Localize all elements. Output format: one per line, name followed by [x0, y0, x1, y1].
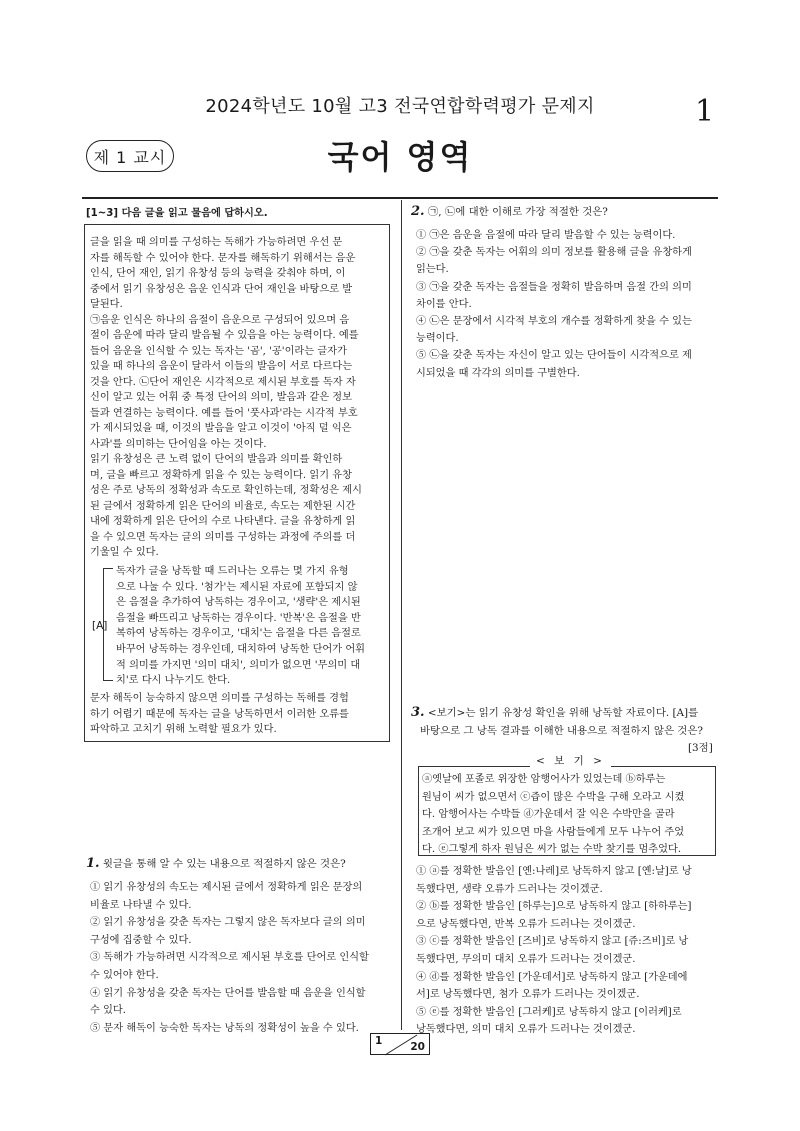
passage-line: 읽기 유창성은 큰 노력 없이 단어의 발음과 의미를 확인하 [90, 454, 343, 465]
q1-option-line: ④ 읽기 유창성을 갖춘 독자는 단어를 발음할 때 음운을 인식할 [90, 987, 366, 999]
session-badge: 제 1 교시 [86, 140, 174, 172]
q1-option-line: 비율로 나타낼 수 있다. [90, 899, 192, 911]
passage-line: 중에서 읽기 유창성은 음운 인식과 단어 재인을 바탕으로 발 [90, 283, 353, 295]
q2-option-line: ③ ㉠을 갖춘 독자는 음절들을 정확히 발음하며 음절 간의 의미 [416, 281, 692, 293]
bracket-passage-line: 바꾸어 낭독하는 경우인데, 대치하여 낭독한 단어가 어휘 [116, 644, 366, 655]
passage-line: 들과 연결하는 능력이다. 예를 들어 '풋사과'라는 시각적 부호 [90, 407, 358, 419]
bogi-line: 다. 암행어사는 수박들 ⓓ가운데서 잘 익은 수박만을 골라 [422, 809, 675, 820]
q3-stem-line2: 바탕으로 그 낭독 결과를 이해한 내용으로 적절하지 않은 것은? [420, 725, 703, 737]
subject-title: 국어 영역 [327, 138, 473, 176]
passage-line: 자를 해독할 수 있어야 한다. 문자를 해독하기 위해서는 음운 [90, 252, 356, 264]
passage-line: ㉠음운 인식은 하나의 음절이 음운으로 구성되어 있으며 음 [90, 314, 350, 326]
q3-stem-line1 [411, 704, 698, 720]
q1-option-line: 구성에 집중할 수 있다. [90, 934, 192, 946]
q1-number: 1. [86, 856, 100, 871]
passage-line: 절이 음운에 따라 달리 발음될 수 있음을 아는 능력이다. 예를 [90, 330, 359, 341]
q1-option-line: 수 있다. [90, 1005, 126, 1017]
passage-line: 된 글에서 정확하게 읽은 단어의 비율로, 속도는 제한된 시간 [90, 500, 356, 512]
passage-line: 인식, 단어 재인, 읽기 유창성 등의 능력을 갖춰야 하며, 이 [90, 268, 346, 279]
bracket-passage-line: 음절을 빠뜨리고 낭독하는 경우이다. '반복'은 음절을 반 [116, 612, 361, 624]
q2-stem [411, 203, 608, 219]
q2-option-line: ⑤ ㉡을 갖춘 독자는 자신이 알고 있는 단어들이 시각적으로 제 [416, 350, 692, 362]
q3-option-line: 서]로 낭독했다면, 첨가 오류가 드러나는 것이겠군. [416, 989, 640, 1001]
page-number: 1 [695, 94, 715, 129]
q3-option-line: ④ ⓓ를 정확한 발음인 [가운데서]로 낭독하지 않고 [가운데에 [416, 971, 688, 983]
bogi-title: < 보 기 > [530, 753, 611, 768]
q2-option-line: 차이를 안다. [416, 298, 472, 310]
header-divider [82, 197, 718, 199]
q3-number: 3. [411, 705, 425, 720]
q3-option-line: 으로 낭독했다면, 반복 오류가 드러나는 것이겠군. [416, 918, 636, 930]
bracket-passage-line: 적 의미를 가지면 '의미 대치', 의미가 없으면 '무의미 대 [116, 659, 361, 671]
bogi-line: ⓐ옛날에 포졸로 위장한 암행어사가 있었는데 ⓑ하루는 [422, 774, 666, 785]
passage-line: 성은 주로 낭독의 정확성과 속도로 확인하는데, 정확성은 제시 [90, 485, 362, 496]
q1-text: 윗글을 통해 알 수 있는 내용으로 적절하지 않은 것은? [102, 858, 346, 870]
bogi-line: 다. ⓔ그렇게 하자 원님은 씨가 없는 수박 찾기를 멈추었다. [422, 844, 682, 855]
q2-option-line: ④ ㉡은 문장에서 시각적 부호의 개수를 정확하게 찾을 수 있는 [416, 316, 692, 327]
q2-option-line: 능력이다. [416, 333, 459, 345]
passage-line: 가 제시되었을 때, 이것의 발음을 알고 이것이 '아직 덜 익은 [90, 423, 352, 434]
bracket-passage-line: 은 음절을 추가하여 낭독하는 경우이고, '생략'은 제시된 [116, 597, 361, 609]
q1-option-line: ② 읽기 유창성을 갖춘 독자는 그렇지 않은 독자보다 글의 의미 [90, 917, 366, 929]
q1-option-line: ① 읽기 유창성의 속도는 제시된 글에서 정확하게 읽은 문장의 [90, 882, 363, 893]
bracket-bottom-tick [103, 680, 113, 681]
bogi-line: 원님이 씨가 없으면서 ⓒ즙이 많은 수박을 구해 오라고 시켰 [422, 791, 685, 803]
passage-line: 사과'를 의미하는 단어임을 아는 것이다. [90, 438, 267, 450]
bracket-line [103, 568, 104, 680]
passage-line: 며, 글을 빠르고 정확하게 읽을 수 있는 능력이다. 읽기 유창 [90, 469, 352, 481]
bracket-passage-line: 독자가 글을 낭독할 때 드러나는 오류는 몇 가지 유형 [116, 566, 349, 577]
passage-line: 달된다. [90, 299, 123, 310]
q2-option-line: ① ㉠은 음운을 음절에 따라 달리 발음할 수 있는 능력이다. [416, 230, 676, 241]
passage-line: 있을 때 하나의 음운이 달라서 이들의 발음이 서로 다르다는 [90, 361, 353, 372]
q3-option-line: ② ⓑ를 정확한 발음인 [하루는]으로 낭독하지 않고 [하하루는] [416, 901, 692, 913]
bracket-passage-line: 복하여 낭독하는 경우이고, '대치'는 음절을 다른 음절로 [116, 628, 361, 640]
q1-option-line: ③ 독해가 가능하려면 시각적으로 제시된 부호를 단어로 인식할 [90, 952, 369, 964]
passage-line: 을 수 있으면 독자는 글의 의미를 구성하는 과정에 주의를 더 [90, 531, 356, 543]
directions: [1~3] 다음 글을 읽고 물음에 답하시오. [86, 208, 268, 219]
q1-option-line: 수 있어야 한다. [90, 970, 159, 981]
passage-line: 것을 안다. ㉡단어 재인은 시각적으로 제시된 부호를 독자 자 [90, 376, 356, 388]
bracket-top-tick [103, 568, 113, 569]
q2-option-line: 시되었을 때 각각의 의미를 구별한다. [416, 367, 580, 379]
q3-option-line: ③ ⓒ를 정확한 발음인 [즈비]로 낭독하지 않고 [쥬:즈비]로 낭 [416, 936, 689, 948]
page-footer [370, 1033, 430, 1055]
passage-line: 들어 음운을 인식할 수 있는 독자는 '곰', '공'이라는 글자가 [90, 345, 347, 357]
bogi-line: 조개어 보고 씨가 있으면 마을 사람들에게 모두 나누어 주었 [422, 826, 685, 838]
passage-line: 문자 해독이 능숙하지 않으면 의미를 구성하는 독해를 경험 [90, 693, 349, 704]
footer-total-pages: 20 [410, 1041, 425, 1053]
passage-line: 내에 정확하게 읽은 단어의 수로 나타낸다. 글을 유창하게 읽 [90, 516, 356, 527]
bracket-passage-line: 으로 나눌 수 있다. '첨가'는 제시된 자료에 포함되지 않 [116, 581, 358, 593]
footer-current-page: 1 [375, 1035, 383, 1047]
q2-option-line: ② ㉠을 갖춘 독자는 어휘의 의미 정보를 활용해 글을 유창하게 [416, 247, 692, 259]
q2-number: 2. [411, 204, 425, 219]
passage-line: 글을 읽을 때 의미를 구성하는 독해가 가능하려면 우선 문 [90, 237, 343, 248]
bracket-label: [A] [92, 620, 108, 632]
q3-points: [3점] [688, 742, 713, 754]
q3-option-line: 독했다면, 무의미 대치 오류가 드러나는 것이겠군. [416, 954, 636, 965]
q2-text: ㉠, ㉡에 대한 이해로 가장 적절한 것은? [427, 206, 608, 218]
q3-option-line: ① ⓐ를 정확한 발음인 [옌:나레]로 낭독하지 않고 [옌:날]로 낭 [416, 866, 692, 877]
passage-line: 기울일 수 있다. [90, 547, 159, 558]
passage-line: 파악하고 고치기 위해 노력할 필요가 있다. [90, 724, 277, 735]
q1-stem [86, 855, 346, 871]
q3-text-1: <보기>는 읽기 유창성 확인을 위해 낭독할 자료이다. [A]를 [427, 707, 699, 719]
q3-option-line: 낭독했다면, 의미 대치 오류가 드러나는 것이겠군. [416, 1024, 636, 1036]
q1-option-line: ⑤ 문자 해독이 능숙한 독자는 낭독의 정확성이 높을 수 있다. [90, 1022, 359, 1034]
q3-option-line: ⑤ ⓔ를 정확한 발음인 [그러케]로 낭독하지 않고 [이러케]로 [416, 1006, 682, 1018]
column-divider [401, 200, 402, 1030]
q2-option-line: 읽는다. [416, 264, 449, 276]
passage-line: 신이 알고 있는 어휘 중 특정 단어의 의미, 발음과 같은 정보 [90, 392, 352, 403]
exam-title: 2024학년도 10월 고3 전국연합학력평가 문제지 [205, 96, 595, 117]
bracket-passage-line: 치'로 다시 나누기도 한다. [116, 675, 231, 687]
passage-line: 하기 어렵기 때문에 독자는 글을 낭독하면서 이러한 오류를 [90, 708, 349, 720]
q3-option-line: 독했다면, 생략 오류가 드러나는 것이겠군. [416, 883, 603, 895]
